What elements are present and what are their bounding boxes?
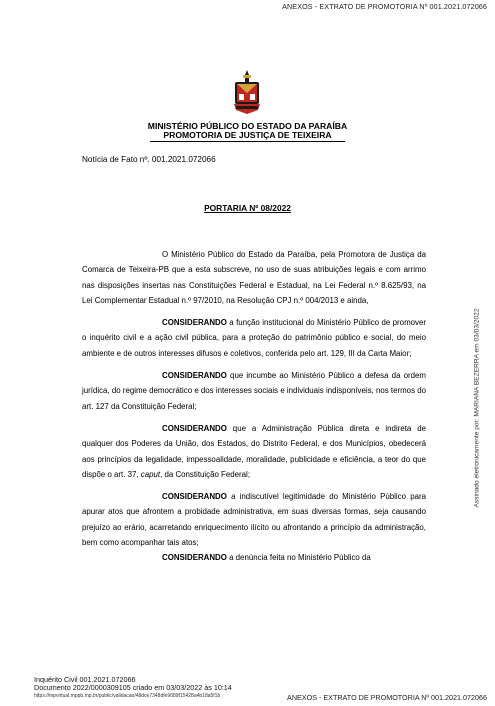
paragraph-4	[82, 421, 426, 482]
paragraph-5-text: a indiscutível legitimidade do Ministério Público para apurar atos que afrontem a probidade administrativa, em suas diversas formas, seja causando prejuízo ao erário, acarretando enriquecimento ilícito ou afrontando a princípio da administração, bem como acompanhar tais atos;	[82, 492, 426, 548]
letterhead-line2: PROMOTORIA DE JUSTIÇA DE TEIXEIRA	[163, 130, 332, 140]
letterhead-divider	[150, 141, 345, 142]
footer-validation-link[interactable]: https://mpvirtual.mppb.mp.br/public/validacao/48dce7348dfe9089f15428a4b18a5f1b	[34, 693, 221, 699]
footer-documento: Documento 2022/0000309105 criado em 03/03/2022 às 10:14	[34, 683, 232, 692]
noticia-de-fato: Notícia de Fato nº. 001.2021.072066	[82, 155, 216, 164]
paragraph-4-text-b: , da Constituição Federal;	[160, 469, 251, 479]
considerando-lead: CONSIDERANDO	[162, 423, 227, 433]
document-title: PORTARIA Nº 08/2022	[204, 203, 291, 213]
considerando-lead: CONSIDERANDO	[162, 492, 227, 502]
document-body	[82, 247, 426, 566]
paragraph-5	[82, 489, 426, 550]
paragraph-3	[82, 368, 426, 414]
annex-header: ANEXOS - EXTRATO DE PROMOTORIA Nº 001.2021.072066	[282, 2, 487, 11]
considerando-lead: CONSIDERANDO	[162, 318, 227, 328]
considerando-lead: CONSIDERANDO	[162, 553, 227, 563]
coat-of-arms-icon	[232, 70, 262, 114]
letterhead-line1: MINISTÉRIO PÚBLICO DO ESTADO DA PARAÍBA	[147, 121, 348, 131]
paragraph-2	[82, 315, 426, 361]
annex-footer: ANEXOS - EXTRATO DE PROMOTORIA Nº 001.2021.072066	[287, 693, 487, 702]
signature-text: Assinado eletronicamente por: MARIANA BEZERRA em 03/03/2022	[473, 308, 481, 508]
paragraph-3-text: que incumbe ao Ministério Público a defesa da ordem jurídica, do regime democrático e dos interesses sociais e individuais indisponíveis, nos termos do art. 127 da Constituição Federal;	[82, 371, 426, 411]
footer-inquerito: Inquérito Civil 001.2021.072066	[34, 675, 136, 684]
paragraph-1: O Ministério Público do Estado da Paraíba, pela Promotora de Justiça da Comarca de Teixeira-PB que a esta subscreve, no uso de suas atribuições legais e com arrimo nas disposições insertas nas Constituições Federal e Estadual, na Lei Federal n.º 8.625/93, na Lei Complementar Estadual n.º 97/2010, na Resolução CPJ n.º 004/2013 e ainda,	[82, 250, 426, 305]
paragraph-6	[82, 550, 426, 565]
electronic-signature-stamp	[471, 258, 483, 558]
considerando-lead: CONSIDERANDO	[162, 371, 227, 381]
paragraph-6-text: a denúncia feita no Ministério Público da	[226, 553, 371, 563]
paragraph-4-italic: caput	[140, 469, 161, 479]
paragraph-4-text-a: que a Administração Pública direta e indireta de qualquer dos Poderes da União, dos Estados, do Distrito Federal, e dos Municípios, obedecerá aos princípios da legalidade, impessoalidade, moralidade, publicidade e eficiência, a teor do que dispõe o art. 37,	[82, 423, 426, 479]
paragraph-2-text: a função institucional do Ministério Público de promover o inquérito civil e a ação civil pública, para a proteção do patrimônio público e social, do meio ambiente e de outros interesses difusos e coletivos, conferida pelo art. 129, III da Carta Maior;	[82, 318, 426, 358]
